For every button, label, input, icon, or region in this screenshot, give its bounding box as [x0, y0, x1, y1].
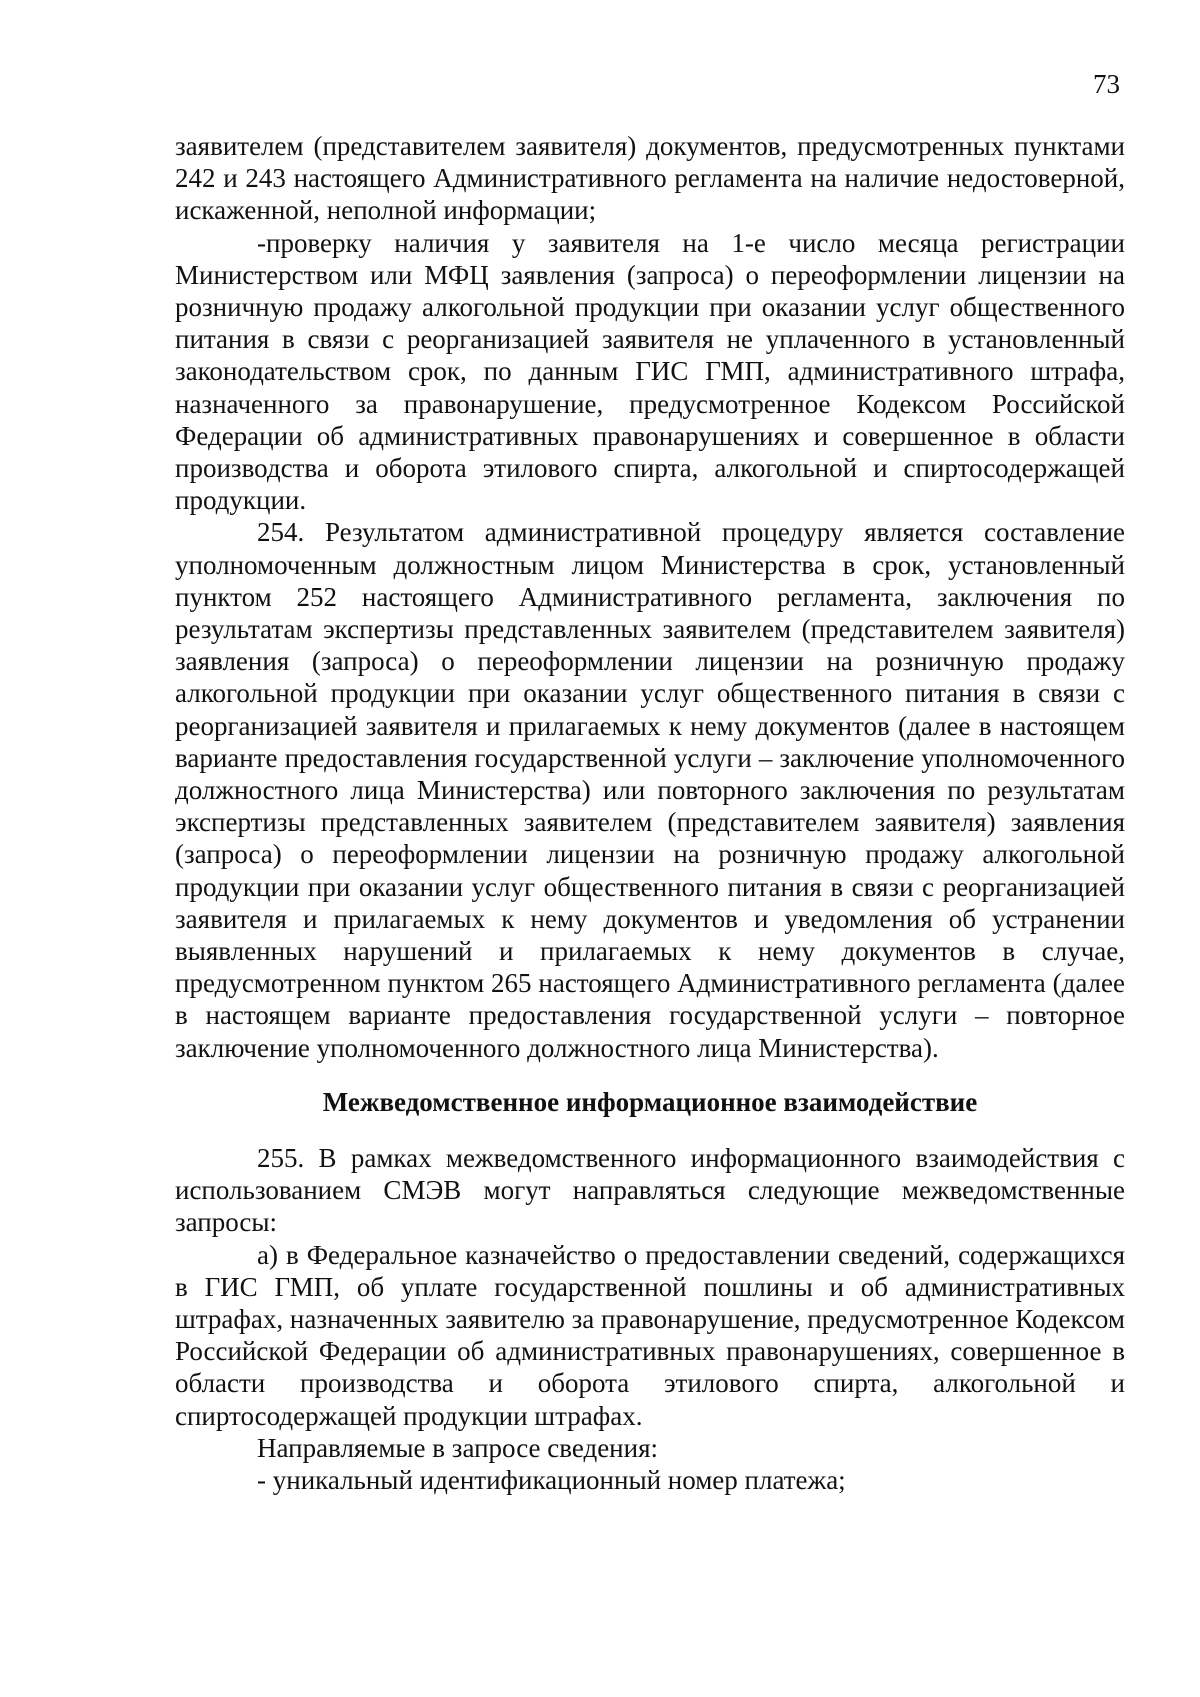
- page-number: 73: [1093, 69, 1120, 99]
- paragraph-254: 254. Результатом административной процедуру является составление уполномоченным должностным лицом Министерства в срок, установленный пунктом 252 настоящего Административного регламента, заключения по результатам экспертизы представленных заявителем (представителем заявителя) заявления (запроса) о переоформлении лицензии на розничную продажу алкогольной продукции при оказании услуг общественного питания в связи с реорганизацией заявителя и прилагаемых к нему документов (далее в настоящем варианте предоставления государственной услуги – заключение уполномоченного должностного лица Министерства) или повторного заключения по результатам экспертизы представленных заявителем (представителем заявителя) заявления (запроса) о переоформлении лицензии на розничную продажу алкогольной продукции при оказании услуг общественного питания в связи с реорганизацией заявителя и прилагаемых к нему документов и уведомления об устранении выявленных нарушений и прилагаемых к нему документов в случае, предусмотренном пунктом 265 настоящего Административного регламента (далее в настоящем варианте предоставления государственной услуги – повторное заключение уполномоченного должностного лица Министерства).: [175, 517, 1125, 1063]
- paragraph-check-fines: -проверку наличия у заявителя на 1-е число месяца регистрации Министерством или МФЦ заявления (запроса) о переоформлении лицензии на розничную продажу алкогольной продукции при оказании услуг общественного питания в связи с реорганизацией заявителя не уплаченного в установленный законодательством срок, по данным ГИС ГМП, административного штрафа, назначенного за правонарушение, предусмотренное Кодексом Российской Федерации об административных правонарушениях и совершенное в области производства и оборота этилового спирта, алкогольной и спиртосодержащей продукции.: [175, 227, 1125, 516]
- document-body: [175, 130, 1125, 1496]
- paragraph-request-info: Направляемые в запросе сведения:: [257, 1432, 658, 1463]
- paragraph-255: 255. В рамках межведомственного информационного взаимодействия с использованием СМЭВ могут направляться следующие межведомственные запросы:: [175, 1142, 1125, 1238]
- paragraph-continuation: заявителем (представителем заявителя) документов, предусмотренных пунктами 242 и 243 настоящего Административного регламента на наличие недостоверной, искаженной, неполной информации;: [175, 131, 1125, 226]
- paragraph-item-a: а) в Федеральное казначейство о предоставлении сведений, содержащихся в ГИС ГМП, об уплате государственной пошлины и об административных штрафах, назначенных заявителю за правонарушение, предусмотренное Кодексом Российской Федерации об административных правонарушениях, совершенное в области производства и оборота этилового спирта, алкогольной и спиртосодержащей продукции штрафах.: [175, 1239, 1125, 1431]
- section-heading: Межведомственное информационное взаимодействие: [322, 1086, 978, 1117]
- paragraph-payment-id: - уникальный идентификационный номер платежа;: [257, 1464, 846, 1495]
